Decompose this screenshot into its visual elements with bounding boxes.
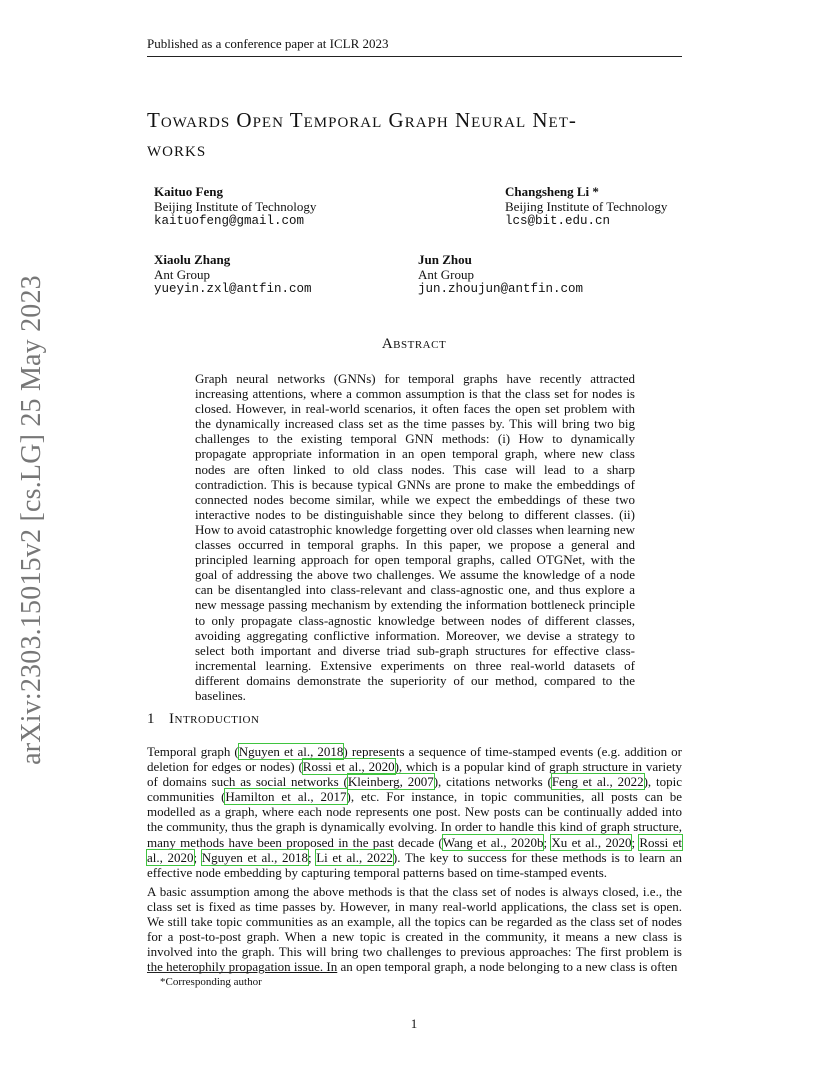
citation-link[interactable]: Xu et al., 2020: [551, 834, 632, 850]
underlined-text: the heterophily propagation issue. In: [147, 959, 338, 975]
author-block: [505, 184, 667, 229]
citation-link[interactable]: Rossi et al., 2020: [147, 834, 682, 865]
citation-link[interactable]: Wang et al., 2020b: [442, 834, 544, 850]
text-span: ), topic communities (: [147, 774, 683, 805]
text-span: ), which is a popular kind of graph structure in variety of domains such as social networks (: [147, 759, 682, 790]
intro-paragraph-2: [147, 884, 682, 975]
text-span: an open temporal graph, a node belonging to a new class is often: [337, 959, 678, 975]
author-affiliation: Ant Group: [418, 267, 474, 282]
paper-title: [147, 106, 692, 164]
section-heading: [147, 711, 259, 728]
text-span: ;: [308, 849, 317, 865]
citation-link[interactable]: Rossi et al., 2020: [302, 759, 395, 775]
text-span: ), etc. For instance, in topic communities, all posts can be modelled as a graph, where each node represents one post. New posts can be continually added into the community, thus the graph is dynamically evolving. In order to handle this kind of graph structure, many methods have been proposed in the past decade (: [147, 789, 682, 850]
author-affiliation: Beijing Institute of Technology: [154, 199, 317, 214]
arxiv-id: arXiv:2303.15015v2 [cs.LG] 25 May 2023: [16, 275, 47, 765]
author-name: Jun Zhou: [418, 252, 472, 267]
author-block: [154, 252, 312, 297]
text-span: ;: [543, 834, 552, 850]
author-block: [154, 184, 316, 229]
section-number: 1: [147, 711, 155, 727]
text-span: ). The key to success for these methods is to learn an effective node embedding by capturing temporal patterns based on time-stamped events.: [147, 849, 682, 880]
author-email: lcs@bit.edu.cn: [505, 214, 611, 228]
author-email: kaituofeng@gmail.com: [154, 214, 305, 228]
text-span: Temporal graph (: [147, 744, 239, 759]
text-span: ;: [631, 834, 640, 850]
citation-link[interactable]: Hamilton et al., 2017: [225, 789, 347, 805]
text-span: ), citations networks (: [433, 774, 552, 790]
author-name: Xiaolu Zhang: [154, 252, 231, 267]
abstract-text: Graph neural networks (GNNs) for temporal graphs have recently attracted increasing attentions, where a common assumption is that the class set for nodes is closed. However, in real-world scenarios, it often faces the open set problem with the dynamically increased class set as the time passes by. This will bring two big challenges to the existing temporal GNN methods: (i) How to dynamically propagate appropriate information in an open temporal graph, where new class nodes are often linked to old class nodes. This case will lead to a sharp contradiction. This is because typical GNNs are prone to make the embeddings of connected nodes become similar, while we expect the embeddings of these two interactive nodes to be distinguishable since they belong to different classes. (ii) How to avoid catastrophic knowledge forgetting over old classes when learning new classes occurred in temporal graphs. In this paper, we propose a general and principled learning approach for open temporal graphs, called OTGNet, with the goal of addressing the above two challenges. We assume the knowledge of a node can be disentangled into class-relevant and class-agnostic one, and thus explore a new message passing mechanism by extending the information bottleneck principle to only propagate class-agnostic knowledge between nodes of different classes, avoiding aggregating conflictive information. Moreover, we devise a strategy to select both important and diverse triad sub-graph structures for effective class-incremental learning. Extensive experiments on three real-world datasets of different domains demonstrate the superiority of our method, compared to the baselines.: [195, 371, 635, 703]
intro-paragraph-1: [147, 744, 682, 880]
author-email: jun.zhoujun@antfin.com: [418, 282, 584, 296]
author-email: yueyin.zxl@antfin.com: [154, 282, 312, 296]
text-span: A basic assumption among the above methods is that the class set of nodes is always closed, i.e., the class set is fixed as time passes by. However, in many real-world applications, the class set is open. We still take topic communities as an example, all the topics can be regarded as the class set of nodes for a post-to-post graph. When a new topic is created in the community, it means a new class is involved into the graph. This will bring two challenges to previous approaches: The first problem is: [147, 884, 682, 960]
title-line-2: works: [147, 137, 207, 161]
text-span: ) represents a sequence of time-stamped events (e.g. addition or deletion for edges or nodes) (: [147, 744, 682, 775]
author-block: [418, 252, 583, 297]
title-line-1: Towards Open Temporal Graph Neural Net-: [147, 108, 577, 132]
section-title: Introduction: [169, 711, 260, 727]
citation-link[interactable]: Feng et al., 2022: [551, 774, 644, 790]
author-affiliation: Beijing Institute of Technology: [505, 199, 668, 214]
text-span: ;: [193, 849, 202, 865]
footnote-rule: [147, 972, 254, 973]
citation-link[interactable]: Li et al., 2022: [316, 849, 393, 865]
citation-link[interactable]: Nguyen et al., 2018: [238, 744, 344, 759]
citation-link[interactable]: Kleinberg, 2007: [347, 774, 434, 790]
abstract-heading: Abstract: [381, 336, 447, 352]
author-name: Changsheng Li *: [505, 184, 599, 199]
citation-link[interactable]: Nguyen et al., 2018: [201, 849, 308, 865]
page-number: 1: [410, 1016, 418, 1031]
author-name: Kaituo Feng: [154, 184, 223, 199]
author-affiliation: Ant Group: [154, 267, 210, 282]
running-header: Published as a conference paper at ICLR 2023: [147, 36, 682, 57]
footnote: *Corresponding author: [160, 976, 262, 988]
